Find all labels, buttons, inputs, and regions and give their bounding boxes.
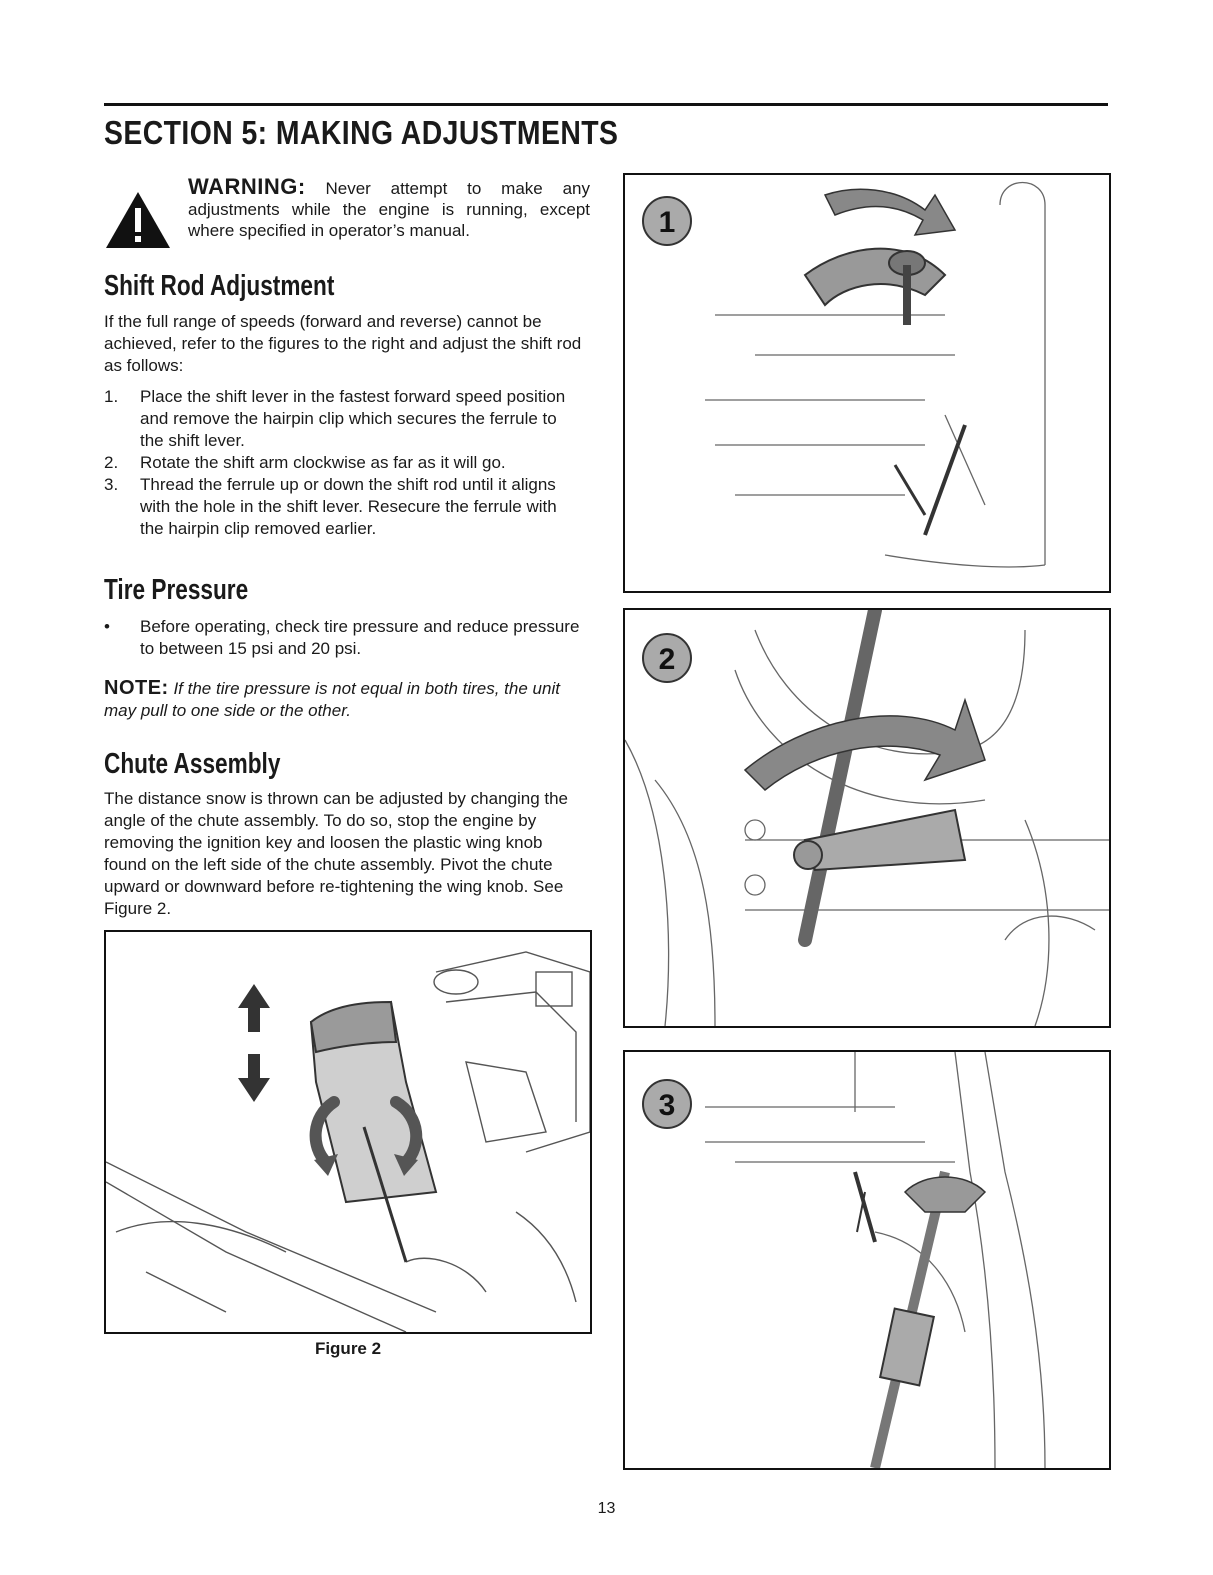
warning-triangle-icon [104, 190, 172, 250]
step-2-drawing [625, 610, 1109, 1026]
step-2-illustration [623, 608, 1111, 1028]
step-text: Thread the ferrule up or down the shift rod until it aligns with the hole in the shift lever. Resecure the ferrule with the hairpin clip removed earlier. [140, 475, 557, 538]
warning-message: Never attempt to make any adjustments while the engine is running, except where specified in operator’s manual. [188, 179, 590, 240]
step-3-drawing [625, 1052, 1109, 1468]
shift-rod-heading: Shift Rod Adjustment [104, 270, 335, 302]
figure-2-chute-illustration [104, 930, 592, 1334]
step-number: 2. [104, 453, 119, 472]
chute-assembly-text: The distance snow is thrown can be adjusted by changing the angle of the chute assembly. To do so, stop the engine by removing the ignition key and loosen the plastic wing knob found on the left side of the chute assembly. Pivot the chute upward or downward before re-tightening the wing knob. See Figure 2. [104, 789, 569, 918]
warning-label: WARNING: [188, 174, 306, 199]
step-1-badge: 1 [658, 206, 676, 239]
list-item [104, 474, 584, 540]
bullet: • [104, 617, 110, 636]
note-label: NOTE: [104, 677, 169, 699]
warning-block [104, 176, 590, 241]
tire-pressure-item: Before operating, check tire pressure and reduce pressure to between 15 psi and 20 psi. [140, 617, 580, 658]
list-item [104, 452, 584, 474]
step-1-illustration [623, 173, 1111, 593]
step-text: Place the shift lever in the fastest forward speed position and remove the hairpin clip which secures the ferrule to the shift lever. [140, 387, 566, 450]
warning-text-block [188, 176, 590, 241]
chute-drawing [106, 932, 590, 1332]
step-1-drawing [625, 175, 1109, 591]
page-number: 13 [597, 1500, 616, 1517]
top-rule [104, 103, 1108, 106]
tire-pressure-note [104, 677, 590, 722]
note-text: If the tire pressure is not equal in both tires, the unit may pull to one side or the other. [104, 679, 560, 720]
section-title: SECTION 5: MAKING ADJUSTMENTS [104, 114, 619, 151]
shift-rod-steps [104, 386, 584, 540]
step-text: Rotate the shift arm clockwise as far as it will go. [140, 453, 506, 472]
step-number: 3. [104, 475, 119, 494]
step-3-illustration [623, 1050, 1111, 1470]
figure-2-caption: Figure 2 [314, 1339, 382, 1358]
step-3-badge: 3 [658, 1089, 676, 1122]
tire-pressure-heading: Tire Pressure [104, 574, 249, 606]
step-number: 1. [104, 387, 119, 406]
shift-rod-intro: If the full range of speeds (forward and reverse) cannot be achieved, refer to the figures to the right and adjust the shift rod as follows: [104, 312, 582, 375]
step-2-badge: 2 [658, 643, 676, 676]
list-item [104, 386, 584, 452]
list-item [104, 616, 584, 660]
tire-pressure-list [104, 616, 584, 660]
chute-assembly-heading: Chute Assembly [104, 748, 281, 780]
